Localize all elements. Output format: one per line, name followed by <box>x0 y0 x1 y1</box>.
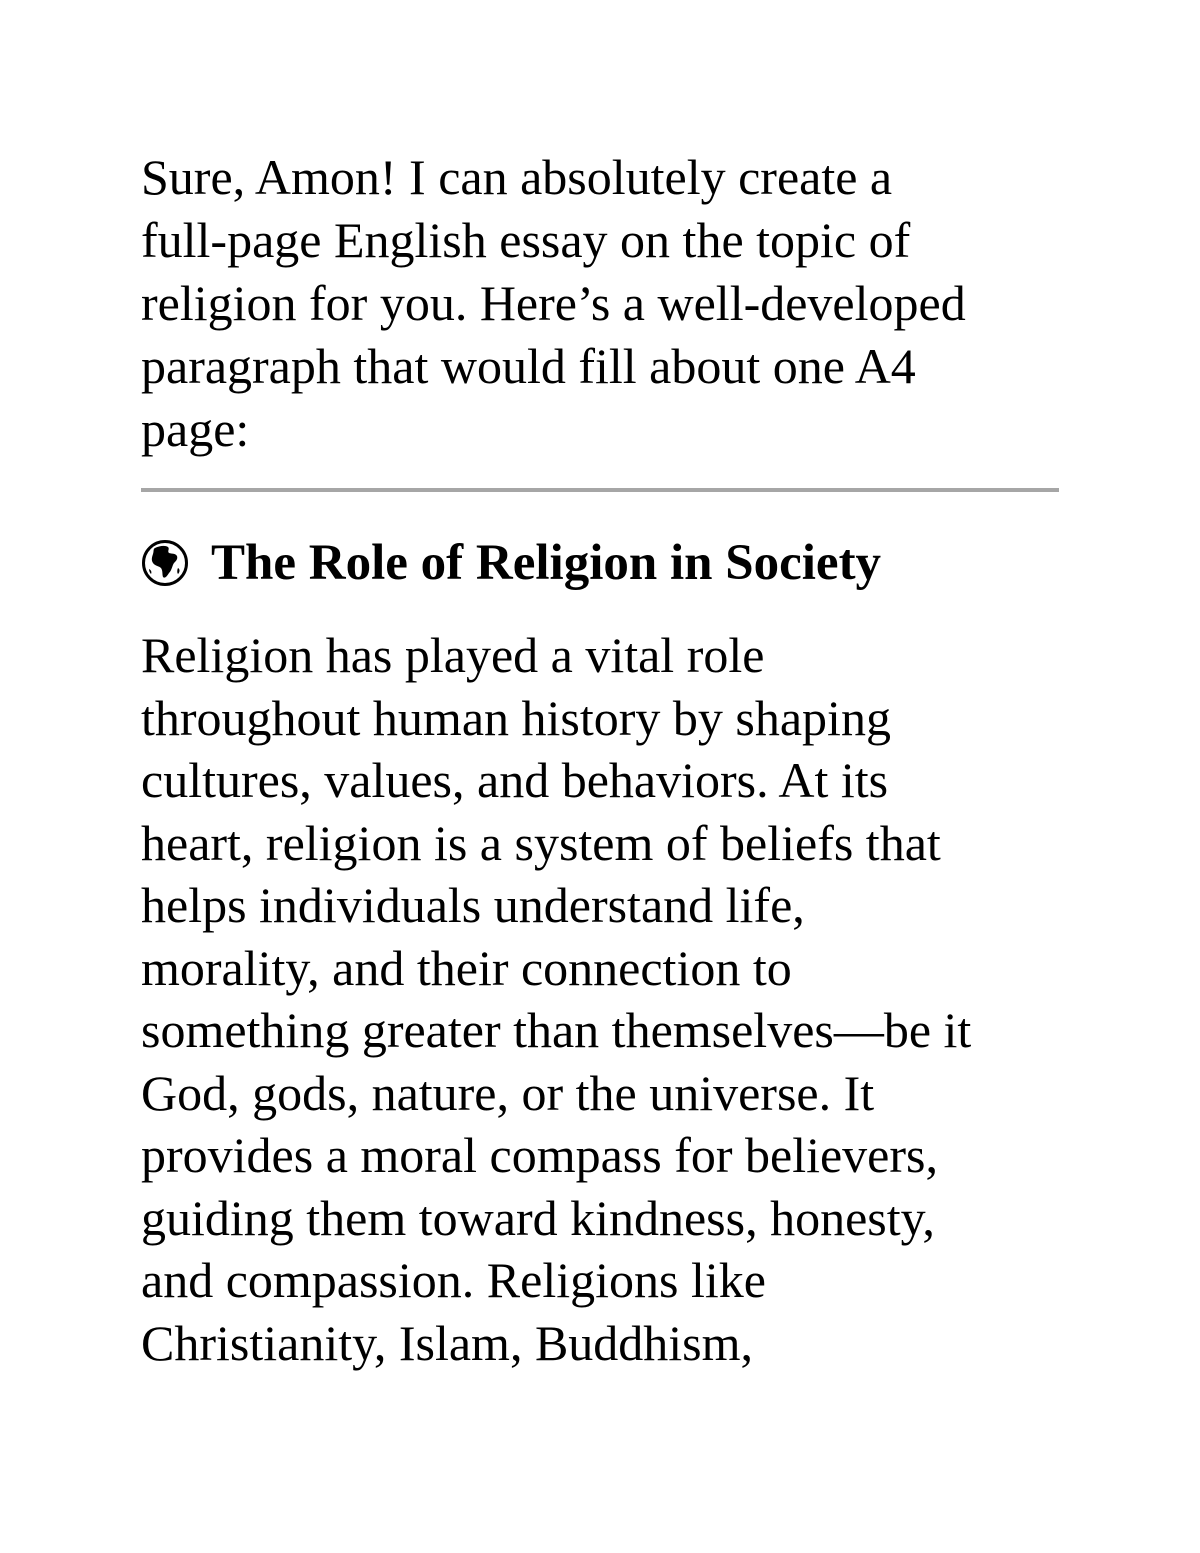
body-line: morality, and their connection to <box>141 939 792 996</box>
body-line: cultures, values, and behaviors. At its <box>141 752 889 808</box>
intro-line: page: <box>141 401 250 457</box>
document-page <box>141 146 1061 1374</box>
section-heading-title: The Role of Religion in Society <box>211 535 882 591</box>
intro-paragraph <box>141 146 1061 461</box>
horizontal-divider <box>141 488 1059 492</box>
body-line: throughout human history by shaping <box>141 689 891 746</box>
intro-line: religion for you. Here’s a well-developed <box>141 275 966 331</box>
body-line: helps individuals understand life, <box>141 877 805 933</box>
body-line: something greater than themselves—be it <box>141 1002 972 1058</box>
section-heading <box>141 531 1061 595</box>
body-line: God, gods, nature, or the universe. It <box>141 1064 875 1121</box>
intro-line: Sure, Amon! I can absolutely create a <box>141 149 893 205</box>
body-line: provides a moral compass for believers, <box>141 1127 938 1183</box>
body-line: and compassion. Religions like <box>141 1252 766 1308</box>
body-line: Religion has played a vital role <box>141 627 765 683</box>
body-line: guiding them toward kindness, honesty, <box>141 1189 935 1246</box>
body-line: Christianity, Islam, Buddhism, <box>141 1314 754 1371</box>
body-paragraph <box>141 624 1061 1374</box>
globe-africa-icon <box>141 539 189 587</box>
intro-line: paragraph that would fill about one A4 <box>141 338 916 394</box>
intro-line: full-page English essay on the topic of <box>141 212 911 268</box>
body-line: heart, religion is a system of beliefs that <box>141 814 941 871</box>
